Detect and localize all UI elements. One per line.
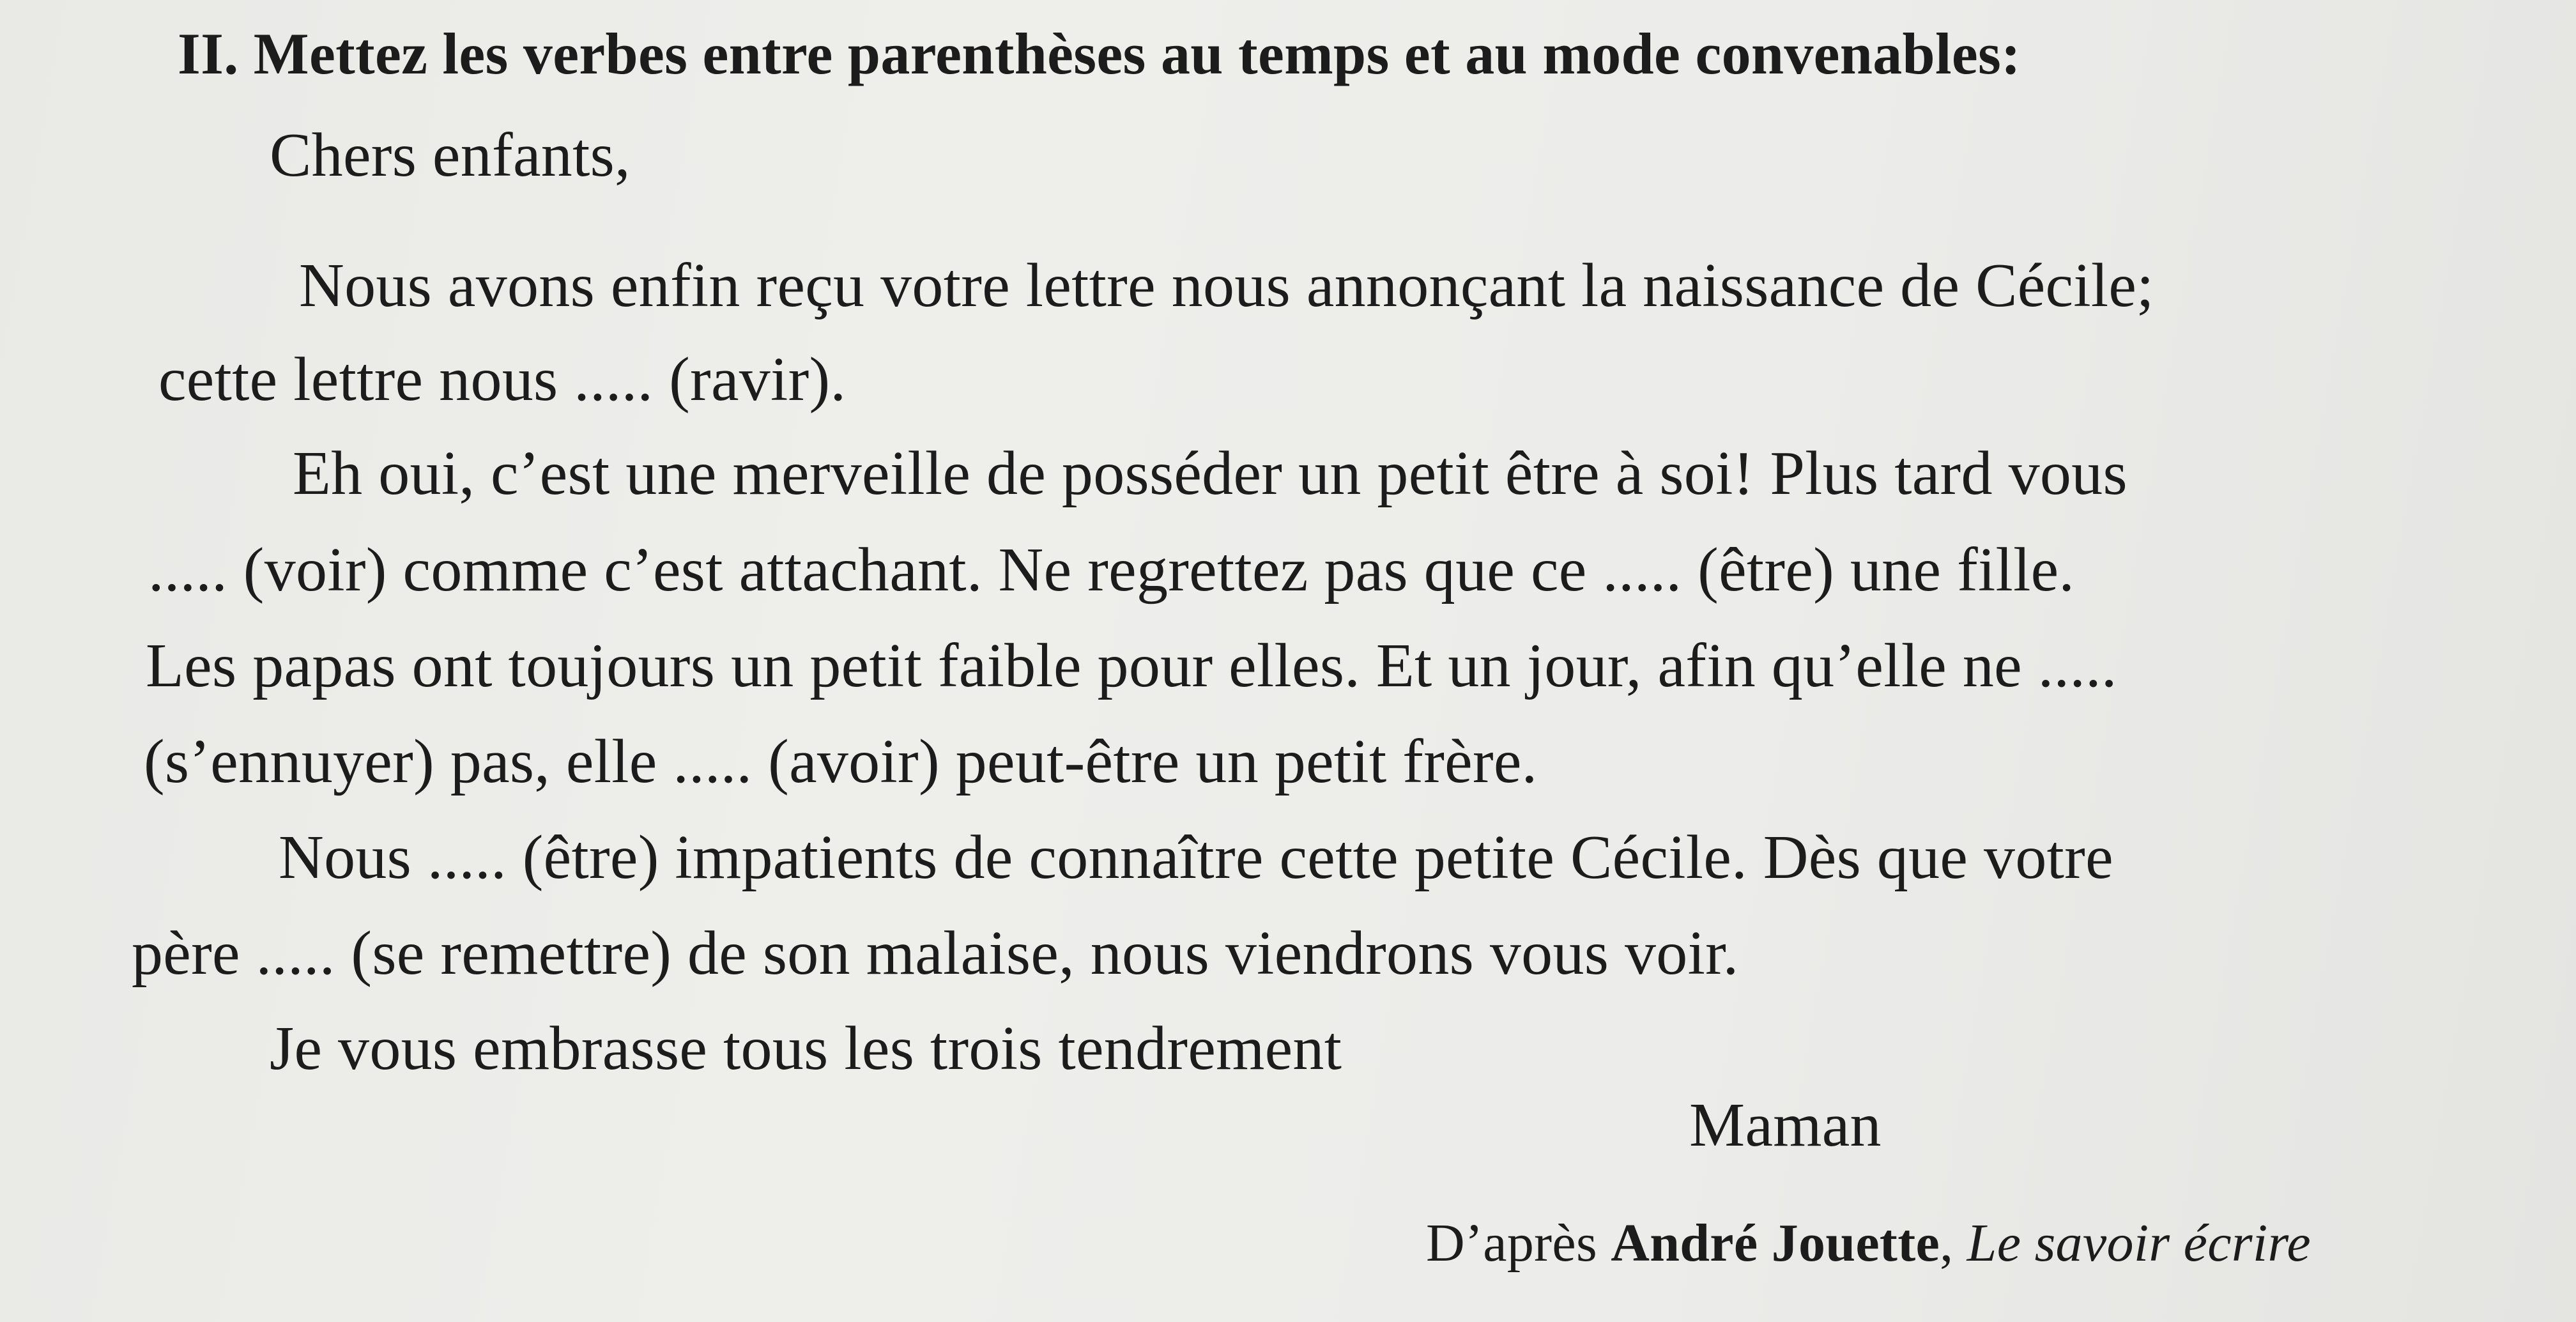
source-attribution [1426,1213,2311,1273]
letter-signature: Maman [1689,1091,1882,1160]
letter-greeting: Chers enfants, [270,121,631,190]
exercise-heading: II. Mettez les verbes entre parenthèses au temps et au mode convenables: [178,21,2021,86]
letter-line: cette lettre nous ..... (ravir). [158,345,847,414]
attribution-book-title: Le savoir écrire [1966,1213,2311,1273]
letter-line: Les papas ont toujours un petit faible pour elles. Et un jour, afin qu’elle ne ..... [146,631,2117,700]
letter-line: Nous ..... (être) impatients de connaître cette petite Cécile. Dès que votre [279,823,2113,892]
letter-line: Je vous embrasse tous les trois tendrement [270,1014,1342,1083]
letter-line: ..... (voir) comme c’est attachant. Ne regrettez pas que ce ..... (être) une fille. [148,535,2075,604]
attribution-separator: , [1940,1213,1967,1273]
letter-line: Eh oui, c’est une merveille de posséder un petit être à soi! Plus tard vous [293,439,2128,508]
letter-line: père ..... (se remettre) de son malaise, nous viendrons vous voir. [132,919,1739,988]
letter-line: Nous avons enfin reçu votre lettre nous annonçant la naissance de Cécile; [299,251,2154,320]
attribution-prefix: D’après [1426,1213,1611,1273]
letter-line: (s’ennuyer) pas, elle ..... (avoir) peut-être un petit frère. [144,727,1538,796]
attribution-author: André Jouette [1611,1213,1940,1273]
